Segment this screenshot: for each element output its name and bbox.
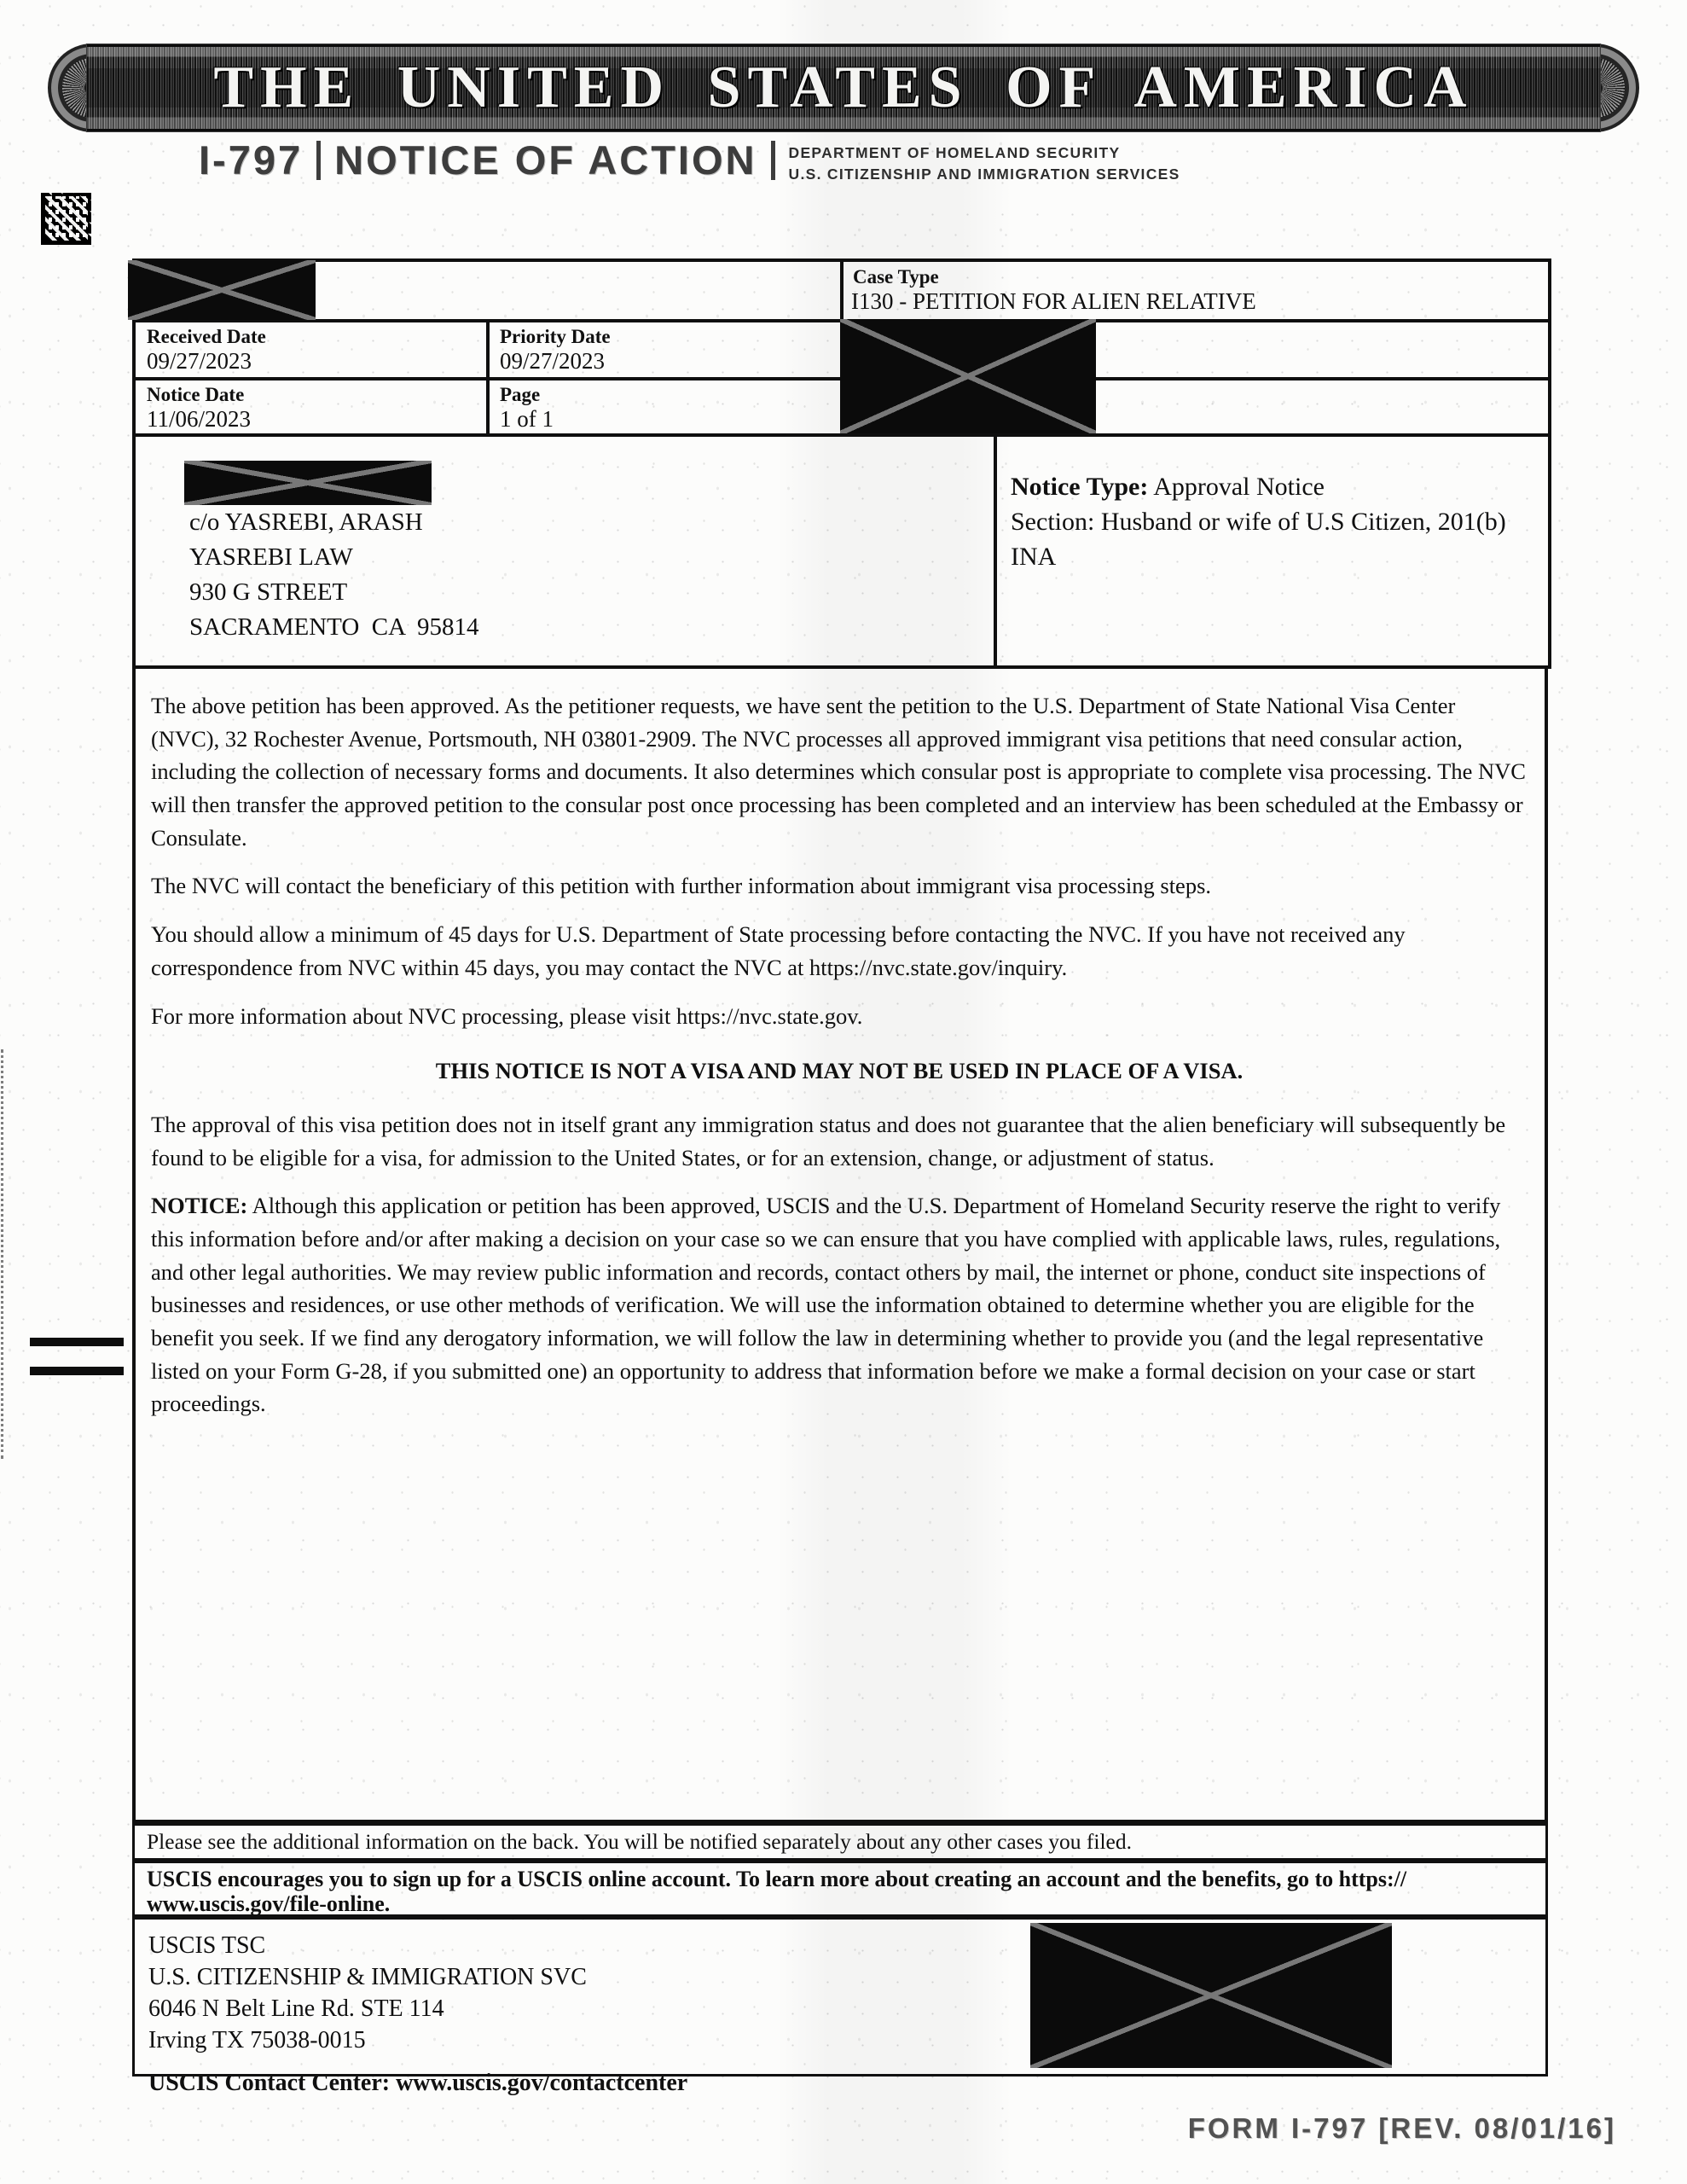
notice-date-value: 11/06/2023	[147, 406, 252, 432]
body-paragraph-5: The approval of this visa petition does not in itself grant any immigration status and does not guarantee that the alien beneficiary will subsequently be found to be eligible for a visa, for admission to the United States, or for an extension, change, or adjustment of status.	[151, 1111, 1506, 1170]
us-banner	[61, 43, 1626, 133]
dept-line1: DEPARTMENT OF HOMELAND SECURITY	[788, 144, 1121, 161]
dept-line2: U.S. CITIZENSHIP AND IMMIGRATION SERVICES	[788, 165, 1180, 183]
priority-date-value: 09/27/2023	[500, 348, 606, 374]
left-margin-mark	[30, 1367, 124, 1375]
office-line: U.S. CITIZENSHIP & IMMIGRATION SVC	[148, 1964, 587, 1990]
body-paragraph-4: For more information about NVC processing, please visit https://nvc.state.gov.	[151, 1002, 863, 1029]
priority-date-label: Priority Date	[500, 326, 611, 347]
redaction-addressee-name	[184, 461, 432, 505]
body-paragraph-2: The NVC will contact the beneficiary of this petition with further information about immigrant visa processing steps.	[151, 873, 1212, 899]
addressee-line: c/o YASREBI, ARASH	[189, 508, 423, 536]
page-value: 1 of 1	[500, 406, 554, 432]
section-line2: INA	[1011, 543, 1057, 571]
agency-name-block	[789, 138, 1180, 184]
header-divider-bar-2	[771, 141, 775, 180]
addressee-line: YASREBI LAW	[189, 543, 353, 571]
notice-type-line	[1011, 469, 1535, 504]
contact-center-line: USCIS Contact Center: www.uscis.gov/contactcenter	[148, 2070, 688, 2096]
notice-info-block	[1011, 469, 1535, 574]
datamatrix-barcode-icon	[41, 193, 91, 245]
notice-date-label: Notice Date	[147, 384, 245, 405]
table-divider-dates	[486, 319, 490, 437]
redaction-beneficiary	[840, 319, 1096, 433]
table-border-right	[1548, 258, 1551, 669]
addressee-line: 930 G STREET	[189, 578, 348, 606]
left-margin-mark	[30, 1338, 124, 1346]
office-line: USCIS TSC	[148, 1932, 266, 1959]
body-notice-paragraph	[151, 1189, 1528, 1420]
header-divider-bar	[316, 141, 321, 180]
office-line: Irving TX 75038-0015	[148, 2027, 366, 2053]
notice-text: Although this application or petition has been approved, USCIS and the U.S. Department of Homeland Security reserve the right to verify this information before and/or after making a decision on your case so we can ensure that you have complied with applicable laws, rules, regulations, and other legal authorities. We may review public information and records, contact others by mail, the internet or phone, conduct site inspections of businesses and residences, or use other methods of verification. We will use the information obtained to determine whether you are eligible for the benefit you seek. If we find any derogatory information, we will follow the law in determining whether to provide you (and the legal representative listed on your Form G-28, if you submitted one) an opportunity to address that information before we make a formal decision on your case or start proceedings.	[151, 1193, 1501, 1417]
back-note-box	[132, 1823, 1548, 1861]
received-date-label: Received Date	[147, 326, 266, 347]
form-revision-footer: FORM I-797 [REV. 08/01/16]	[1187, 2112, 1616, 2144]
notice-type-value: Approval Notice	[1148, 473, 1325, 501]
body-paragraph-3: You should allow a minimum of 45 days for U.S. Department of State processing before contacting the NVC. If you have not received any correspondence from NVC within 45 days, you may contact the NVC at https://nvc.state.gov/inquiry.	[151, 921, 1406, 980]
banner-title: THE UNITED STATES OF AMERICA	[213, 55, 1474, 120]
form-number: I-797	[199, 137, 304, 183]
office-line: 6046 N Belt Line Rd. STE 114	[148, 1995, 444, 2022]
page-label: Page	[500, 384, 541, 405]
received-date-value: 09/27/2023	[147, 348, 252, 374]
banner-band	[87, 44, 1600, 131]
redaction-receipt-number	[128, 260, 316, 320]
notice-label: NOTICE:	[151, 1193, 248, 1219]
issuing-office-box	[132, 1917, 1548, 2096]
body-paragraph-1: The above petition has been approved. As the petitioner requests, we have sent the petition to the U.S. Department of State National Visa Center (NVC), 32 Rochester Avenue, Portsmouth, NH 03801-2909. The NVC processes all approved immigrant visa petitions that need consular action, including the collection of necessary forms and documents. It also determines which consular post is appropriate to complete visa processing. The NVC will then transfer the approved petition to the consular post once processing has been completed and an interview has been scheduled at the Embassy or Consulate.	[151, 693, 1526, 851]
case-type-label: Case Type	[853, 266, 939, 288]
case-type-value: I130 - PETITION FOR ALIEN RELATIVE	[851, 288, 1256, 314]
scan-edge-artifact	[1, 1049, 3, 1459]
notice-type-label: Notice Type:	[1011, 473, 1149, 501]
back-note-text: Please see the additional information on the back. You will be notified separately about any other cases you filed.	[147, 1829, 1132, 1854]
account-note-line2: www.uscis.gov/file-online.	[147, 1891, 391, 1916]
account-note-line1: USCIS encourages you to sign up for a USCIS online account. To learn more about creating an account and the benefits, go to https://	[147, 1867, 1407, 1891]
section-line: Section: Husband or wife of U.S Citizen, 201(b)	[1011, 508, 1506, 536]
table-border-left	[132, 258, 136, 669]
form-header	[199, 138, 1180, 184]
not-a-visa-warning: THIS NOTICE IS NOT A VISA AND MAY NOT BE USED IN PLACE OF A VISA.	[435, 1058, 1244, 1084]
address-divider	[994, 433, 997, 669]
notice-body-box	[132, 665, 1548, 1823]
addressee-line: SACRAMENTO CA 95814	[189, 613, 479, 641]
form-title: NOTICE OF ACTION	[334, 137, 757, 183]
addressee-block	[189, 505, 478, 645]
online-account-note-box	[132, 1861, 1548, 1917]
